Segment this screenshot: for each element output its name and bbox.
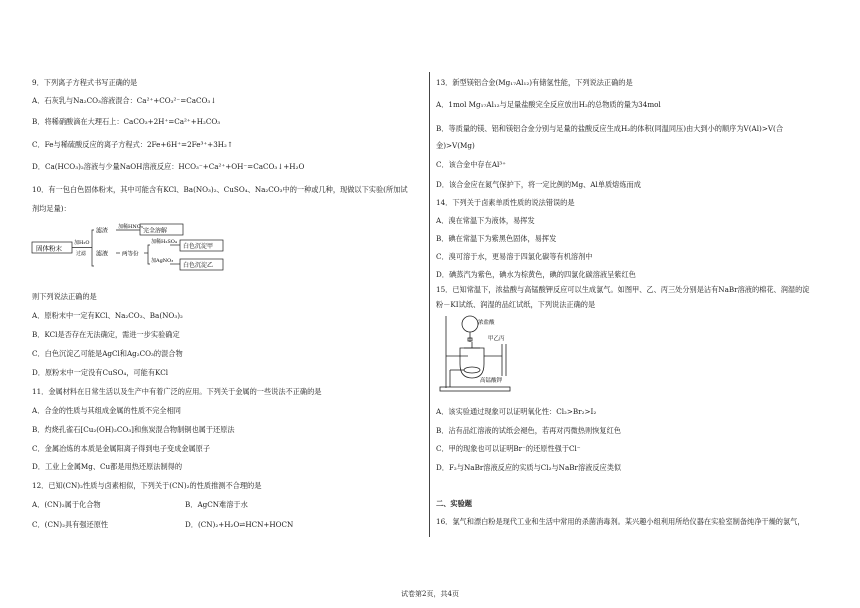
option-12a: A．(CN)₂属于化合物 <box>32 500 101 509</box>
flow-full-dissolve: 完全溶解 <box>143 227 168 235</box>
option-15d: D．F₂与NaBr溶液反应的实质与Cl₂与NaBr溶液反应类似 <box>436 463 622 472</box>
option-14b: B．碘在常温下为紫黑色固体，易挥发 <box>436 234 557 243</box>
flow-add-hno3: 加稀HNO₃ <box>118 224 143 230</box>
label-conc-hcl: 浓盐酸 <box>478 320 495 326</box>
option-9a: A．石灰乳与Na₂CO₃溶液混合：Ca²⁺+CO₃²⁻=CaCO₃↓ <box>32 96 217 105</box>
question-15-line1: 15．已知常温下，浓盐酸与高锰酸钾反应可以生成氯气。如图甲、乙、丙三处分别是沾有NaBr溶液的棉花、润湿的淀 <box>436 285 810 294</box>
option-15b: B．沾有品红溶液的试纸会褪色，若再对丙微热则恢复红色 <box>436 426 621 435</box>
option-13b-line1: B．等质量的镁、铝和镁铝合金分别与足量的盐酸反应生成H₂的体积(同温同压)由大到小的顺序为V(Al)>V(合 <box>436 124 784 133</box>
option-12b: B．AgCN难溶于水 <box>185 500 248 509</box>
apparatus-diagram <box>438 312 538 396</box>
flow-white-ppt-a: 白色沉淀甲 <box>183 243 214 250</box>
option-14a: A．溴在常温下为液体，易挥发 <box>436 216 535 225</box>
option-15a: A．该实验通过现象可以证明氧化性：Cl₂>Br₂>I₂ <box>436 407 597 416</box>
flow-add-water: 加H₂O <box>74 240 90 246</box>
question-10-line1: 10．有一包白色固体粉末，其中可能含有KCl、Ba(NO₃)₂、CuSO₄、Na₂CO₃中的一种或几种，现做以下实验(所加试 <box>32 185 408 194</box>
question-15-line2: 粉－KI试纸、润湿的品红试纸，下列说法正确的是 <box>436 300 596 309</box>
option-9c: C．Fe与稀硫酸反应的离子方程式：2Fe+6H⁺=2Fe³⁺+3H₂↑ <box>32 140 233 149</box>
flow-filtrate: 滤液 <box>96 250 109 258</box>
question-11: 11．金属材料在日常生活以及生产中有着广泛的应用。下列关于金属的一些说法不正确的是 <box>32 387 322 396</box>
option-9d: D．Ca(HCO₃)₂溶液与少量NaOH溶液反应：HCO₃⁻+Ca²⁺+OH⁻=CaCO₃↓+H₂O <box>32 162 305 171</box>
question-14: 14．下列关于卤素单质性质的说法错误的是 <box>436 198 575 207</box>
option-14c: C．溴可溶于水，更易溶于四氯化碳等有机溶剂中 <box>436 252 593 261</box>
option-11a: A．合金的性质与其组成金属的性质不完全相同 <box>32 406 181 415</box>
question-13: 13．新型镁铝合金(Mg₁₇Al₁₂)有储氢性能，下列说法正确的是 <box>436 78 633 87</box>
flow-powder: 固体粉末 <box>36 244 62 253</box>
page-footer: 试卷第2页，共4页 <box>401 590 459 598</box>
option-15c: C．甲的现象也可以证明Br⁻的还原性强于Cl⁻ <box>436 444 581 453</box>
question-10-line3: 则下列说法正确的是 <box>32 292 97 301</box>
option-11c: C．金属冶炼的本质是金属阳离子得到电子变成金属原子 <box>32 444 211 453</box>
question-10-line2: 剂均足量)： <box>32 204 71 213</box>
option-13b-line2: 金)>V(Mg) <box>436 141 475 150</box>
flow-add-h2so4: 加稀H₂SO₄ <box>151 239 177 245</box>
option-13d: D．该合金应在氮气保护下，将一定比例的Mg、Al单质熔炼而成 <box>436 180 641 189</box>
column-divider <box>429 72 430 537</box>
option-10a: A．原粉末中一定有KCl、Na₂CO₃、Ba(NO₃)₂ <box>32 311 183 320</box>
option-11d: D．工业上金属Mg、Cu都是用热还原法制得的 <box>32 462 183 471</box>
option-10d: D．原粉末中一定没有CuSO₄，可能有KCl <box>32 368 169 377</box>
flow-filter: 过滤 <box>76 251 87 257</box>
flow-white-ppt-b: 白色沉淀乙 <box>183 262 214 269</box>
option-12d: D．(CN)₂+H₂O⇌HCN+HOCN <box>185 520 294 529</box>
flow-add-agno3: 加AgNO₃ <box>151 258 174 264</box>
label-kmno4: 高锰酸钾 <box>480 378 503 384</box>
label-jia-yi-bing: 甲乙丙 <box>488 336 505 342</box>
option-10b: B．KCl是否存在无法确定，需进一步实验确定 <box>32 330 180 339</box>
option-11b: B．灼烧孔雀石[Cu₂(OH)₂CO₃]和焦炭混合物制铜也属于还原法 <box>32 425 235 434</box>
option-14d: D．碘蒸汽为紫色，碘水为棕黄色，碘的四氯化碳溶液呈紫红色 <box>436 270 636 279</box>
question-12: 12．已知(CN)₂性质与卤素相似，下列关于(CN)₂的性质推测不合理的是 <box>32 481 262 490</box>
option-12c: C．(CN)₂具有强还原性 <box>32 520 109 529</box>
flow-split: 两等份 <box>122 251 139 258</box>
option-13c: C．该合金中存在Al³⁺ <box>436 160 506 169</box>
question-9: 9．下列离子方程式书写正确的是 <box>32 78 138 87</box>
section-heading: 二、实验题 <box>436 499 472 508</box>
flow-residue: 滤渣 <box>96 227 109 235</box>
option-13a: A．1mol Mg₁₇Al₁₂与足量盐酸完全反应放出H₂的总物质的量为34mol <box>436 100 661 109</box>
flow-diagram <box>30 222 230 278</box>
question-16: 16．氯气和漂白粉是现代工业和生活中常用的杀菌消毒剂。某兴趣小组利用所给仪器在实验室制备纯净干燥的氯气， <box>436 517 805 526</box>
option-10c: C．白色沉淀乙可能是AgCl和Ag₂CO₃的混合物 <box>32 349 183 358</box>
option-9b: B．将稀硝酸滴在大理石上：CaCO₃+2H⁺=Ca²⁺+H₂CO₃ <box>32 117 221 126</box>
